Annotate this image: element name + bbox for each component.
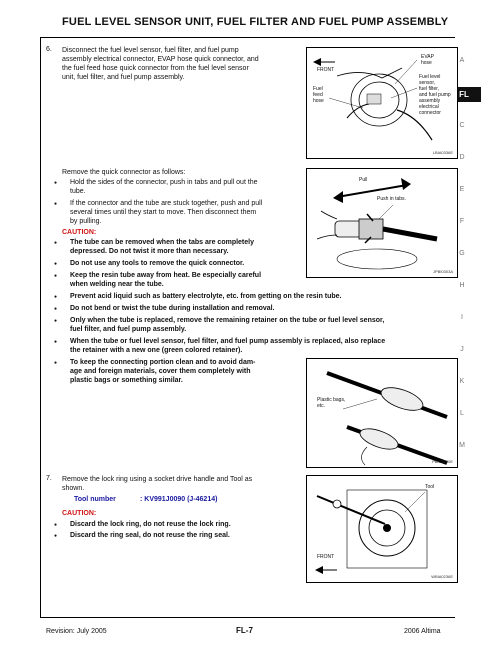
index-tab-fl[interactable]: FL bbox=[447, 87, 481, 102]
figure-quick-connector bbox=[306, 168, 458, 278]
quick-connector-illustration bbox=[307, 169, 457, 277]
lock-ring-illustration bbox=[307, 476, 457, 582]
step-6-line: Disconnect the fuel level sensor, fuel filter, and fuel pump bbox=[62, 47, 239, 54]
index-tab-d[interactable]: D bbox=[459, 154, 465, 161]
label-line: sensor, bbox=[419, 80, 436, 86]
label-line: hose bbox=[313, 98, 324, 104]
footer-model: 2006 Altima bbox=[404, 628, 441, 635]
caution-line: fuel filter, and fuel pump assembly. bbox=[70, 326, 187, 333]
figure-fuel-sensor-connectors bbox=[306, 47, 458, 159]
caution-line: When the tube or fuel level sensor, fuel filter, and fuel pump assembly is replaced, also replace bbox=[70, 338, 386, 345]
caution-item bbox=[70, 259, 302, 268]
bullet-line: several times until they start to move. Then disconnect them bbox=[70, 209, 257, 216]
fig1-evap-label bbox=[421, 54, 434, 66]
caution-line: plastic bags or something similar. bbox=[70, 377, 183, 384]
caution-line: the retainer with a new one (green colored retainer). bbox=[70, 347, 243, 354]
figure-lock-ring-tool bbox=[306, 475, 458, 583]
caution-line: age and foreign materials, cover them completely with bbox=[70, 368, 251, 375]
step-7-line: shown. bbox=[62, 485, 85, 492]
label-line: feed bbox=[313, 92, 323, 98]
step-7-number: 7. bbox=[46, 475, 52, 482]
step-7-line: Remove the lock ring using a socket drive handle and Tool as bbox=[62, 476, 253, 483]
label-line: Fuel level bbox=[419, 74, 441, 80]
index-tab-k[interactable]: K bbox=[459, 378, 465, 385]
caution-item bbox=[70, 304, 450, 313]
step-6-text bbox=[62, 46, 302, 82]
fig1-connector-label bbox=[419, 74, 451, 116]
index-tab-i[interactable]: I bbox=[461, 314, 463, 321]
caution-line: The tube can be removed when the tabs are completely bbox=[70, 239, 254, 246]
fig2-pull-label: Pull bbox=[359, 177, 368, 183]
bullet-hold-sides bbox=[70, 178, 302, 196]
caution-line: Discard the lock ring, do not reuse the lock ring. bbox=[70, 521, 231, 528]
caution-line: when welding near the tube. bbox=[70, 281, 164, 288]
caution-item bbox=[70, 292, 450, 301]
caution-item bbox=[70, 358, 302, 385]
tool-number-label: Tool number bbox=[74, 496, 116, 503]
caution-line: To keep the connecting portion clean and to avoid dam- bbox=[70, 359, 256, 366]
fig2-push-label: Push in tabs. bbox=[377, 196, 406, 202]
index-tab-g[interactable]: G bbox=[459, 250, 465, 257]
index-tab-m[interactable]: M bbox=[459, 442, 465, 449]
label-line: Plastic bags, bbox=[317, 397, 346, 403]
caution-item bbox=[70, 238, 302, 256]
caution-line: Only when the tube is replaced, remove the remaining retainer on the tube or fuel level sensor, bbox=[70, 317, 385, 324]
index-tab-e[interactable]: E bbox=[459, 186, 465, 193]
step-6-line: assembly electrical connector, EVAP hose quick connector, and bbox=[62, 56, 259, 63]
caution-line: Keep the resin tube away from heat. Be especially careful bbox=[70, 272, 262, 279]
fig4-id: WBIA0236E bbox=[431, 574, 453, 579]
bullet-line: tube. bbox=[70, 188, 86, 195]
caution-item bbox=[70, 520, 310, 529]
step-7-text bbox=[62, 475, 302, 493]
fig1-feed-hose-label bbox=[313, 86, 324, 104]
step-6-number: 6. bbox=[46, 46, 52, 53]
label-line: etc. bbox=[317, 403, 326, 409]
label-line: hose bbox=[421, 60, 432, 66]
caution-line: Do not use any tools to remove the quick connector. bbox=[70, 260, 245, 267]
caution-line: depressed. Do not twist it more than necessary. bbox=[70, 248, 229, 255]
index-tab-h[interactable]: H bbox=[459, 282, 465, 289]
caution-item bbox=[70, 271, 302, 289]
top-rule bbox=[40, 37, 455, 38]
page-title: FUEL LEVEL SENSOR UNIT, FUEL FILTER AND FUEL PUMP ASSEMBLY bbox=[62, 16, 449, 28]
caution-item bbox=[70, 316, 455, 334]
index-tab-f[interactable]: F bbox=[459, 218, 465, 225]
left-rule bbox=[40, 37, 41, 617]
bullet-stuck bbox=[70, 199, 302, 226]
label-line: Fuel bbox=[313, 86, 323, 92]
fig4-front-label: FRONT bbox=[317, 554, 335, 560]
caution-line: Do not bend or twist the tube during installation and removal. bbox=[70, 305, 275, 312]
bullet-line: by pulling. bbox=[70, 218, 102, 225]
index-tab-j[interactable]: J bbox=[460, 346, 464, 353]
caution-item bbox=[70, 337, 455, 355]
label-line: EVAP bbox=[421, 54, 434, 60]
fig3-bags-label bbox=[317, 397, 345, 409]
index-tab-c[interactable]: C bbox=[459, 122, 465, 129]
footer-revision: Revision: July 2005 bbox=[46, 628, 107, 635]
tool-number-value: : KV991J0090 (J-46214) bbox=[140, 496, 218, 503]
fig1-id: LBIA0336E bbox=[432, 150, 453, 155]
label-line: assembly bbox=[419, 98, 441, 104]
label-line: electrical bbox=[419, 104, 439, 110]
fig1-front-label: FRONT bbox=[317, 67, 335, 73]
index-tab-l[interactable]: L bbox=[460, 410, 464, 417]
fig3-id: PBIC0160E bbox=[432, 459, 453, 464]
fig4-tool-label: Tool bbox=[425, 484, 435, 490]
caution-line: Prevent acid liquid such as battery electrolyte, etc. from getting on the resin tube. bbox=[70, 293, 342, 300]
fig2-id: JPBI0303A bbox=[432, 269, 453, 274]
step-6-line: unit, fuel filter, and fuel pump assembly. bbox=[62, 74, 185, 81]
bottom-rule bbox=[40, 617, 455, 618]
step-7-caution-label: CAUTION: bbox=[62, 510, 97, 517]
footer-page-number: FL-7 bbox=[236, 626, 253, 635]
figure-plastic-bags bbox=[306, 358, 458, 468]
caution-item bbox=[70, 531, 310, 540]
label-line: fuel filter, bbox=[419, 86, 440, 92]
step-6-line: the fuel feed hose quick connector from the fuel level sensor bbox=[62, 65, 249, 72]
remove-intro: Remove the quick connector as follows: bbox=[62, 169, 186, 176]
caution-label: CAUTION: bbox=[62, 229, 97, 236]
index-tab-a[interactable]: A bbox=[459, 57, 465, 64]
caution-line: Discard the ring seal, do not reuse the ring seal. bbox=[70, 532, 230, 539]
label-line: and fuel pump bbox=[419, 92, 451, 98]
bullet-line: If the connector and the tube are stuck together, push and pull bbox=[70, 200, 263, 207]
label-line: connector bbox=[419, 110, 441, 116]
bullet-line: Hold the sides of the connector, push in tabs and pull out the bbox=[70, 179, 258, 186]
plastic-bags-illustration bbox=[307, 359, 457, 467]
